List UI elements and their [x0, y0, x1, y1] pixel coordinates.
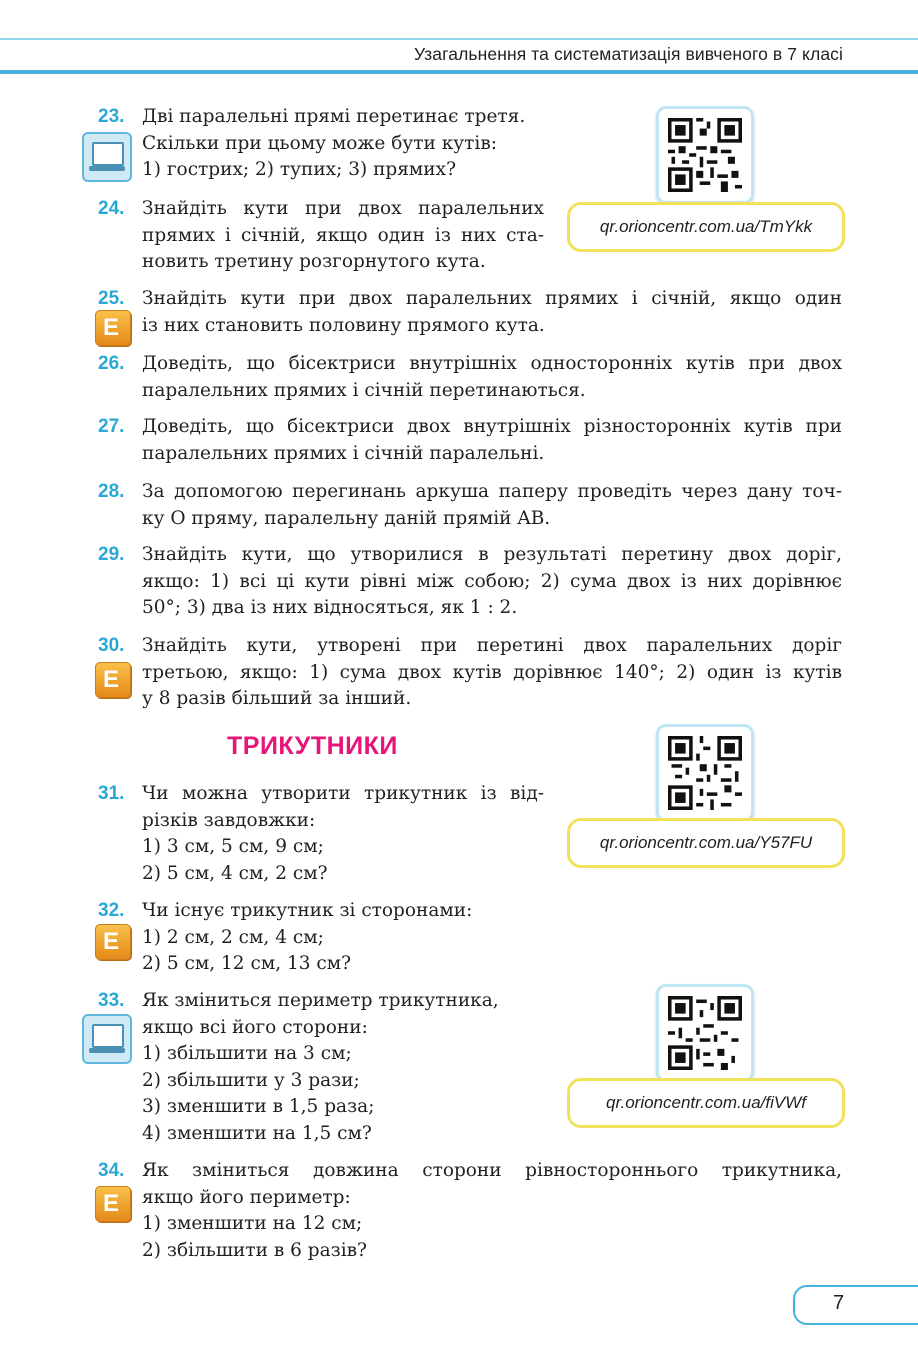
qr-code-3[interactable]: [656, 984, 754, 1082]
task-line: 2) збільшити в 6 разів?: [142, 1239, 367, 1261]
e-badge-letter: E: [103, 314, 120, 341]
task-text: [142, 633, 842, 713]
task-text: [142, 542, 842, 622]
e-badge-letter: E: [103, 1190, 120, 1217]
task-number: 32.: [98, 900, 125, 921]
task-text: [142, 196, 544, 276]
task-line: 1) 2 см, 2 см, 4 см;: [142, 926, 324, 948]
task-line: третьою, якщо: 1) сума двох кутів дорівнює 140°; 2) один із кутів: [142, 661, 842, 683]
section-title: ТРИКУТНИКИ: [227, 732, 398, 760]
page-number-box: [793, 1285, 918, 1325]
qr-pattern-3: [668, 996, 742, 1070]
task-line: Доведіть, що бісектриси двох внутрішніх різносторонніх кутів при: [142, 416, 842, 437]
computer-icon: [82, 132, 132, 182]
task-line: За допомогою перегинань аркуша паперу проведіть через дану точ-: [142, 481, 842, 502]
task-line: якщо його периметр:: [142, 1186, 351, 1208]
task-line: 4) зменшити на 1,5 см?: [142, 1122, 372, 1144]
task-line: 2) збільшити у 3 рази;: [142, 1069, 360, 1091]
e-badge-icon: [95, 310, 131, 346]
e-badge-icon: [95, 1186, 131, 1222]
e-badge-icon: [95, 924, 131, 960]
qr-code-1[interactable]: [656, 106, 754, 204]
task-line: 1) 3 см, 5 см, 9 см;: [142, 836, 324, 857]
task-line: Чи можна утворити трикутник із від-: [142, 783, 544, 804]
task-line: Знайдіть кути, утворені при перетині двох паралельних доріг: [142, 635, 842, 656]
task-line: Скільки при цьому може бути кутів:: [142, 132, 497, 154]
qr-link-2[interactable]: qr.orioncentr.com.ua/Y57FU: [567, 818, 845, 868]
task-line: Доведіть, що бісектриси внутрішніх односторонніх кутів при двох: [142, 353, 842, 374]
task-line: прямих і січній, якщо один із них ста-: [142, 224, 544, 246]
qr-link-1[interactable]: qr.orioncentr.com.ua/TmYkk: [567, 202, 845, 252]
task-line: Дві паралельні прямі перетинає третя.: [142, 106, 526, 127]
task-text: [142, 351, 842, 404]
task-text: [142, 898, 472, 978]
task-line: 1) збільшити на 3 см;: [142, 1043, 352, 1064]
task-line: Як зміниться периметр трикутника,: [142, 990, 499, 1011]
task-line: різків завдовжки:: [142, 809, 316, 831]
task-line: Знайдіть кути при двох паралельних: [142, 198, 544, 219]
task-text: [142, 479, 842, 532]
task-line: у 8 разів більший за інший.: [142, 688, 412, 709]
header-bar: [0, 70, 918, 74]
task-line: із них становить половину прямого кута.: [142, 314, 545, 336]
task-line: 2) 5 см, 12 см, 13 см?: [142, 953, 352, 974]
task-line: 3) зменшити в 1,5 раза;: [142, 1096, 375, 1117]
task-line: Знайдіть кути при двох паралельних прямих і січній, якщо один: [142, 288, 842, 309]
task-line: ку O пряму, паралельну даній прямій AB.: [142, 507, 551, 529]
task-line: Чи існує трикутник зі сторонами:: [142, 900, 473, 921]
task-line: 50°; 3) два із них відносяться, як 1 : 2.: [142, 597, 518, 618]
computer-icon: [82, 1014, 132, 1064]
task-text: [142, 781, 544, 887]
task-number: 24.: [98, 198, 125, 219]
qr-code-2[interactable]: [656, 724, 754, 822]
task-number: 23.: [98, 106, 125, 127]
task-line: Як зміниться довжина сторони рівностороннього трикутника,: [142, 1160, 842, 1181]
task-line: якщо всі його сторони:: [142, 1016, 368, 1038]
qr-pattern-1: [668, 118, 742, 192]
page-number: 7: [833, 1292, 845, 1314]
header-top-line: [0, 38, 918, 40]
task-line: паралельних прямих і січній паралельні.: [142, 442, 545, 464]
task-line: 2) 5 см, 4 см, 2 см?: [142, 862, 328, 884]
task-number: 34.: [98, 1160, 125, 1181]
task-line: новить третину розгорнутого кута.: [142, 251, 486, 272]
running-header: Узагальнення та систематизація вивченого в 7 класі: [413, 44, 843, 64]
task-number: 29.: [98, 544, 125, 565]
task-line: якщо: 1) всі ці кути рівні між собою; 2) сума двох із них дорівнює: [142, 570, 842, 592]
e-badge-letter: E: [103, 928, 120, 955]
task-text: [142, 286, 842, 339]
task-text: [142, 988, 499, 1147]
task-line: 1) зменшити на 12 см;: [142, 1213, 363, 1234]
e-badge-icon: [95, 662, 131, 698]
task-number: 28.: [98, 481, 125, 502]
task-number: 30.: [98, 635, 125, 656]
task-text: [142, 414, 842, 467]
task-text: [142, 1158, 842, 1264]
task-text: [142, 104, 525, 184]
task-number: 26.: [98, 353, 125, 374]
task-number: 27.: [98, 416, 125, 437]
task-line: Знайдіть кути, що утворилися в результаті перетину двох доріг,: [142, 544, 842, 565]
task-number: 33.: [98, 990, 125, 1011]
qr-pattern-2: [668, 736, 742, 810]
qr-link-3[interactable]: qr.orioncentr.com.ua/fiVWf: [567, 1078, 845, 1128]
task-number: 25.: [98, 288, 125, 309]
task-line: 1) гострих; 2) тупих; 3) прямих?: [142, 159, 456, 180]
task-number: 31.: [98, 783, 125, 804]
e-badge-letter: E: [103, 666, 120, 693]
task-line: паралельних прямих і січній перетинаються.: [142, 379, 586, 401]
